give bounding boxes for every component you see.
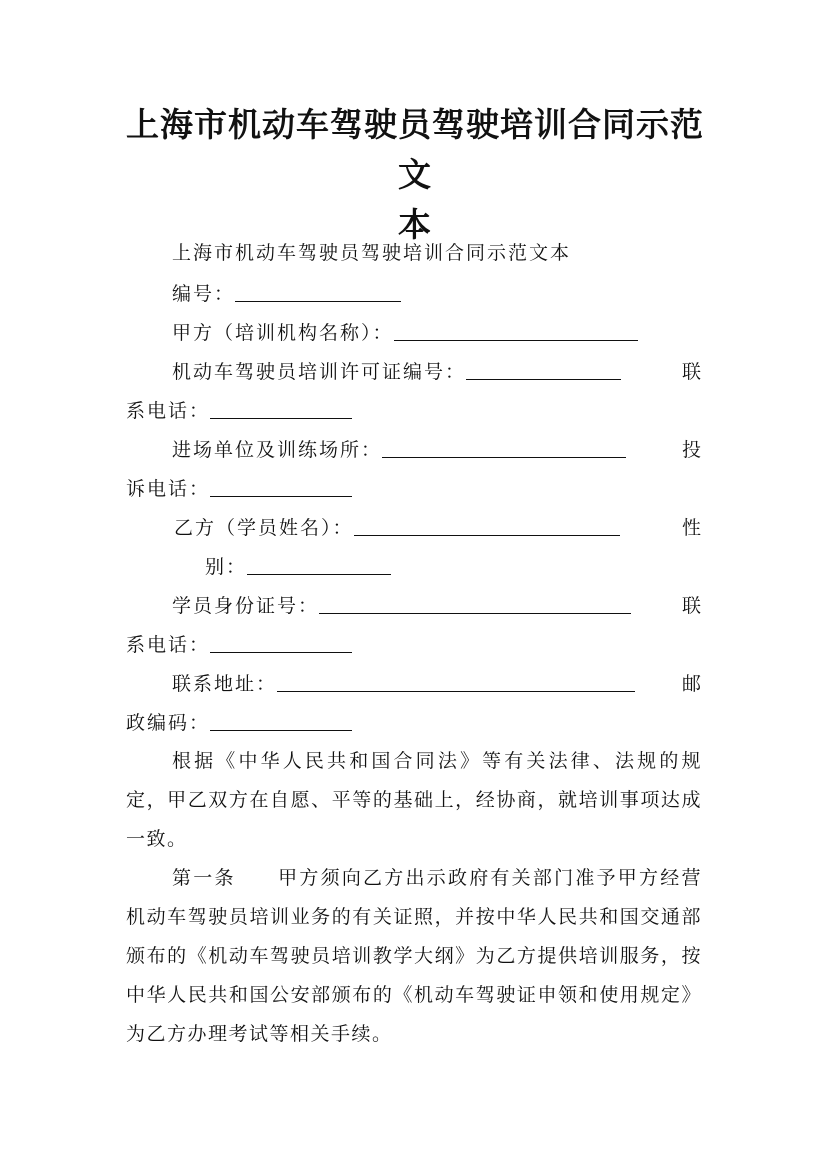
gender-label: 别：	[205, 556, 248, 578]
title-line-1: 上海市机动车驾驶员驾驶培训合同示范文	[126, 105, 704, 194]
number-blank[interactable]	[235, 281, 401, 302]
title-line-2: 本	[398, 205, 432, 244]
address-right-char: 邮	[682, 673, 702, 695]
party-b-field	[174, 515, 620, 541]
postcode-field	[126, 710, 352, 736]
postcode-blank[interactable]	[210, 710, 352, 731]
paragraph-article-1: 第一条 甲方须向乙方出示政府有关部门准予甲方经营机动车驾驶员培训业务的有关证照，并按中华人民共和国交通部颁布的《机动车驾驶员培训教学大纲》为乙方提供培训服务，按中华人民共和国公安部颁布的《机动车驾驶证申领和使用规定》为乙方办理考试等相关手续。	[126, 867, 702, 1045]
license-phone-label: 系电话：	[126, 400, 211, 422]
complaint-phone-field	[126, 476, 352, 502]
gender-field	[205, 554, 391, 580]
id-field	[172, 593, 631, 619]
party-a-field	[172, 320, 638, 346]
party-a-blank[interactable]	[394, 320, 638, 341]
license-blank[interactable]	[466, 359, 621, 380]
number-label: 编号：	[172, 283, 236, 305]
license-right-char: 联	[682, 361, 702, 383]
id-blank[interactable]	[319, 593, 631, 614]
license-field	[172, 359, 621, 385]
party-b-right-char: 性	[682, 517, 702, 539]
paragraph-preamble: 根据《中华人民共和国合同法》等有关法律、法规的规定，甲乙双方在自愿、平等的基础上，经协商，就培训事项达成一致。	[126, 750, 702, 850]
complaint-phone-blank[interactable]	[210, 476, 352, 497]
party-b-label: 乙方（学员姓名）：	[174, 517, 354, 539]
subtitle: 上海市机动车驾驶员驾驶培训合同示范文本	[172, 242, 572, 264]
address-blank[interactable]	[277, 671, 635, 692]
license-phone-field	[126, 398, 352, 424]
student-phone-label: 系电话：	[126, 634, 211, 656]
postcode-label: 政编码：	[126, 712, 211, 734]
party-b-blank[interactable]	[354, 515, 620, 536]
site-label: 进场单位及训练场所：	[172, 439, 383, 461]
complaint-phone-label: 诉电话：	[126, 478, 211, 500]
address-label: 联系地址：	[172, 673, 278, 695]
student-phone-blank[interactable]	[210, 632, 352, 653]
license-phone-blank[interactable]	[210, 398, 352, 419]
student-phone-field	[126, 632, 352, 658]
site-right-char: 投	[682, 439, 702, 461]
gender-blank[interactable]	[247, 554, 391, 575]
site-field	[172, 437, 626, 463]
id-right-char: 联	[682, 595, 702, 617]
id-label: 学员身份证号：	[172, 595, 320, 617]
site-blank[interactable]	[382, 437, 626, 458]
document-title	[120, 100, 710, 250]
address-field	[172, 671, 635, 697]
party-a-label: 甲方（培训机构名称）：	[172, 322, 394, 344]
license-label: 机动车驾驶员培训许可证编号：	[172, 361, 467, 383]
number-field	[172, 281, 401, 307]
